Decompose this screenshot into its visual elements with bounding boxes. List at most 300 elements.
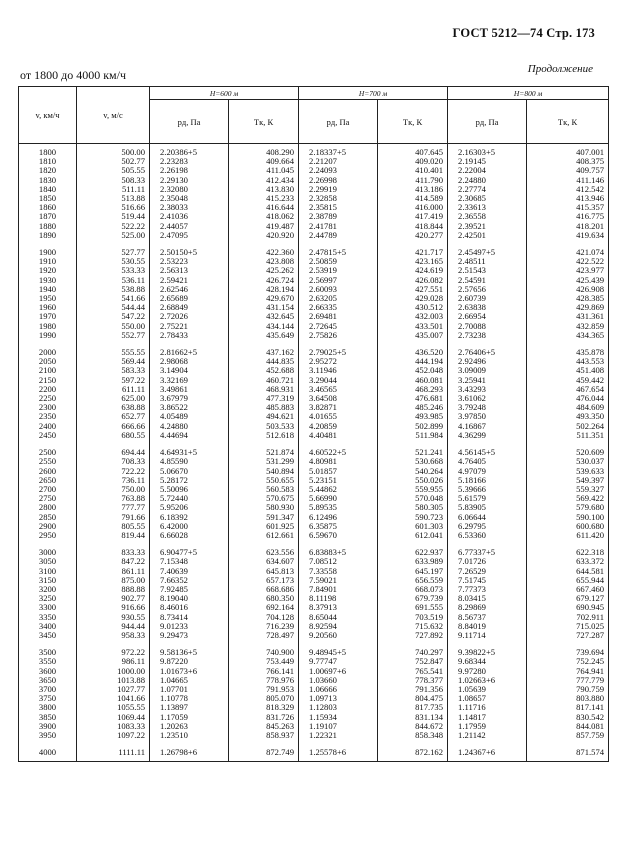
table-row xyxy=(19,748,609,757)
table-cell: 6.66028 xyxy=(150,531,229,540)
table-cell: 525.00 xyxy=(77,231,150,240)
table-cell: 1.19107 xyxy=(299,722,378,731)
table-cell: 2.20386+5 xyxy=(150,144,229,158)
table-cell: 2.95272 xyxy=(299,357,378,366)
table-cell: 847.22 xyxy=(77,557,150,566)
table-cell: 409.664 xyxy=(229,157,299,166)
table-cell: 601.303 xyxy=(378,522,448,531)
table-cell: 591.347 xyxy=(229,513,299,522)
table-cell: 2.19145 xyxy=(448,157,527,166)
table-cell: 791.356 xyxy=(378,685,448,694)
table-cell: 511.984 xyxy=(378,431,448,440)
table-cell: 1910 xyxy=(19,257,77,266)
table-cell: 8.46016 xyxy=(150,603,229,612)
table-cell: 2500 xyxy=(19,448,77,457)
table-cell: 2.98068 xyxy=(150,357,229,366)
table-cell: 1880 xyxy=(19,222,77,231)
table-cell: 590.100 xyxy=(527,513,609,522)
table-cell: 530.668 xyxy=(378,457,448,466)
table-cell: 2.38033 xyxy=(150,203,229,212)
table-cell: 6.35875 xyxy=(299,522,378,531)
table-cell: 477.319 xyxy=(229,394,299,403)
table-cell: 3.11946 xyxy=(299,366,378,375)
table-cell: 1.00697+6 xyxy=(299,667,378,676)
table-cell: 413.186 xyxy=(378,185,448,194)
table-cell: 6.59670 xyxy=(299,531,378,540)
table-cell: 9.87220 xyxy=(150,657,229,666)
table-cell: 1940 xyxy=(19,285,77,294)
table-cell: 790.759 xyxy=(527,685,609,694)
table-cell: 1.26798+6 xyxy=(150,748,229,757)
table-cell: 1.11716 xyxy=(448,703,527,712)
table-cell: 1.03660 xyxy=(299,676,378,685)
table-cell: 1.14817 xyxy=(448,713,527,722)
table-cell: 1850 xyxy=(19,194,77,203)
col-header-pd: pд, Па xyxy=(448,100,527,144)
table-cell: 579.680 xyxy=(527,503,609,512)
table-cell: 4.60522+5 xyxy=(299,448,378,457)
table-cell: 516.66 xyxy=(77,203,150,212)
table-cell: 423.808 xyxy=(229,257,299,266)
table-cell: 2850 xyxy=(19,513,77,522)
table-cell: 583.33 xyxy=(77,366,150,375)
table-cell: 435.007 xyxy=(378,331,448,340)
table-cell: 6.83883+5 xyxy=(299,548,378,557)
table-row xyxy=(19,531,609,540)
table-cell: 694.44 xyxy=(77,448,150,457)
table-row xyxy=(19,231,609,240)
table-cell: 4.97079 xyxy=(448,467,527,476)
table-cell: 559.327 xyxy=(527,485,609,494)
table-cell: 513.88 xyxy=(77,194,150,203)
table-cell: 468.931 xyxy=(229,385,299,394)
col-header-v-kmh: v, км/ч xyxy=(19,87,77,144)
table-cell: 2.68849 xyxy=(150,303,229,312)
table-cell: 418.844 xyxy=(378,222,448,231)
table-cell: 476.044 xyxy=(527,394,609,403)
table-cell: 2.41781 xyxy=(299,222,378,231)
table-cell: 1810 xyxy=(19,157,77,166)
table-cell: 4.36299 xyxy=(448,431,527,440)
table-cell: 2.53223 xyxy=(150,257,229,266)
table-cell: 408.375 xyxy=(527,157,609,166)
table-cell: 3800 xyxy=(19,703,77,712)
table-cell: 8.65044 xyxy=(299,613,378,622)
table-cell: 1.12803 xyxy=(299,703,378,712)
table-cell: 844.672 xyxy=(378,722,448,731)
table-cell: 2.45497+5 xyxy=(448,248,527,257)
table-cell: 5.06670 xyxy=(150,467,229,476)
table-cell: 485.883 xyxy=(229,403,299,412)
table-cell: 2.16303+5 xyxy=(448,144,527,158)
table-cell: 431.361 xyxy=(527,312,609,321)
table-cell: 8.03415 xyxy=(448,594,527,603)
table-cell: 2.36558 xyxy=(448,212,527,221)
table-cell: 427.551 xyxy=(378,285,448,294)
table-cell: 426.082 xyxy=(378,276,448,285)
table-cell: 657.173 xyxy=(229,576,299,585)
table-cell: 434.144 xyxy=(229,322,299,331)
table-cell: 432.003 xyxy=(378,312,448,321)
table-cell: 500.00 xyxy=(77,144,150,158)
table-cell: 2.26998 xyxy=(299,176,378,185)
table-cell: 550.026 xyxy=(378,476,448,485)
table-cell: 6.53360 xyxy=(448,531,527,540)
table-cell: 1860 xyxy=(19,203,77,212)
table-cell: 3900 xyxy=(19,722,77,731)
table-cell: 708.33 xyxy=(77,457,150,466)
table-cell: 6.77337+5 xyxy=(448,548,527,557)
table-cell: 667.460 xyxy=(527,585,609,594)
table-cell: 2.27774 xyxy=(448,185,527,194)
table-row xyxy=(19,731,609,740)
table-cell: 3750 xyxy=(19,694,77,703)
table-cell: 421.074 xyxy=(527,248,609,257)
table-cell: 420.277 xyxy=(378,231,448,240)
table-cell: 1.10778 xyxy=(150,694,229,703)
table-cell: 2.53919 xyxy=(299,266,378,275)
table-cell: 1055.55 xyxy=(77,703,150,712)
table-cell: 420.920 xyxy=(229,231,299,240)
table-cell: 9.01233 xyxy=(150,622,229,631)
table-cell: 1.17959 xyxy=(448,722,527,731)
table-cell: 1.09713 xyxy=(299,694,378,703)
table-cell: 7.15348 xyxy=(150,557,229,566)
table-cell: 418.201 xyxy=(527,222,609,231)
table-cell: 569.44 xyxy=(77,357,150,366)
table-cell: 611.420 xyxy=(527,531,609,540)
table-cell: 423.977 xyxy=(527,266,609,275)
table-cell: 1.23510 xyxy=(150,731,229,740)
table-cell: 652.77 xyxy=(77,412,150,421)
table-cell: 2.75221 xyxy=(150,322,229,331)
table-cell: 833.33 xyxy=(77,548,150,557)
table-cell: 419.634 xyxy=(527,231,609,240)
table-cell: 752.847 xyxy=(378,657,448,666)
table-cell: 668.686 xyxy=(229,585,299,594)
table-cell: 1.24367+6 xyxy=(448,748,527,757)
table-cell: 549.397 xyxy=(527,476,609,485)
table-row xyxy=(19,144,609,158)
table-cell: 645.197 xyxy=(378,567,448,576)
table-cell: 871.574 xyxy=(527,748,609,757)
table-cell: 418.062 xyxy=(229,212,299,221)
table-cell: 2.26198 xyxy=(150,166,229,175)
table-cell: 623.556 xyxy=(229,548,299,557)
table-cell: 508.33 xyxy=(77,176,150,185)
table-cell: 656.559 xyxy=(378,576,448,585)
table-cell: 2.73238 xyxy=(448,331,527,340)
table-cell: 2.24093 xyxy=(299,166,378,175)
table-cell: 3.09009 xyxy=(448,366,527,375)
table-cell: 2.60739 xyxy=(448,294,527,303)
table-cell: 2.54591 xyxy=(448,276,527,285)
table-cell: 484.609 xyxy=(527,403,609,412)
table-cell: 416.775 xyxy=(527,212,609,221)
table-cell: 2.42501 xyxy=(448,231,527,240)
table-cell: 3.46565 xyxy=(299,385,378,394)
table-cell: 2.48511 xyxy=(448,257,527,266)
table-cell: 4.80981 xyxy=(299,457,378,466)
table-cell: 434.365 xyxy=(527,331,609,340)
table-cell: 872.162 xyxy=(378,748,448,757)
table-cell: 9.39822+5 xyxy=(448,648,527,657)
table-cell: 4.64931+5 xyxy=(150,448,229,457)
table-cell: 436.520 xyxy=(378,348,448,357)
table-cell: 3000 xyxy=(19,548,77,557)
table-cell: 1920 xyxy=(19,266,77,275)
table-cell: 9.29473 xyxy=(150,631,229,640)
table-cell: 2600 xyxy=(19,467,77,476)
table-cell: 437.162 xyxy=(229,348,299,357)
table-cell: 8.84019 xyxy=(448,622,527,631)
table-cell: 704.128 xyxy=(229,613,299,622)
table-cell: 3.64508 xyxy=(299,394,378,403)
table-cell: 679.127 xyxy=(527,594,609,603)
table-cell: 1000.00 xyxy=(77,667,150,676)
table-cell: 2050 xyxy=(19,357,77,366)
table-cell: 2.41036 xyxy=(150,212,229,221)
table-cell: 2.44057 xyxy=(150,222,229,231)
col-header-tk: Tк, К xyxy=(378,100,448,144)
table-cell: 1.01673+6 xyxy=(150,667,229,676)
table-cell: 421.717 xyxy=(378,248,448,257)
table-cell: 476.681 xyxy=(378,394,448,403)
table-cell: 5.50096 xyxy=(150,485,229,494)
table-cell: 452.048 xyxy=(378,366,448,375)
table-cell: 2800 xyxy=(19,503,77,512)
table-cell: 601.925 xyxy=(229,522,299,531)
table-cell: 763.88 xyxy=(77,494,150,503)
table-cell: 4.76405 xyxy=(448,457,527,466)
table-cell: 902.77 xyxy=(77,594,150,603)
table-cell: 2.35815 xyxy=(299,203,378,212)
table-cell: 3400 xyxy=(19,622,77,631)
table-cell: 958.33 xyxy=(77,631,150,640)
table-cell: 502.264 xyxy=(527,422,609,431)
table-end xyxy=(19,757,609,762)
table-cell: 580.305 xyxy=(378,503,448,512)
table-cell: 412.542 xyxy=(527,185,609,194)
table-cell: 944.44 xyxy=(77,622,150,631)
table-cell: 858.937 xyxy=(229,731,299,740)
table-cell: 3300 xyxy=(19,603,77,612)
table-cell: 503.533 xyxy=(229,422,299,431)
table-cell: 2.50150+5 xyxy=(150,248,229,257)
table-cell: 1970 xyxy=(19,312,77,321)
table-cell: 428.194 xyxy=(229,285,299,294)
table-cell: 740.900 xyxy=(229,648,299,657)
table-cell: 435.878 xyxy=(527,348,609,357)
table-cell: 460.081 xyxy=(378,376,448,385)
group-header-h700: H=700 м xyxy=(299,87,448,100)
table-cell: 3350 xyxy=(19,613,77,622)
table-cell: 2.33613 xyxy=(448,203,527,212)
table-cell: 7.77373 xyxy=(448,585,527,594)
table-cell: 872.749 xyxy=(229,748,299,757)
table-cell: 2750 xyxy=(19,494,77,503)
table-cell: 416.000 xyxy=(378,203,448,212)
table-cell: 459.442 xyxy=(527,376,609,385)
table-cell: 817.141 xyxy=(527,703,609,712)
table-cell: 521.874 xyxy=(229,448,299,457)
table-cell: 600.680 xyxy=(527,522,609,531)
table-cell: 765.541 xyxy=(378,667,448,676)
table-cell: 407.645 xyxy=(378,144,448,158)
table-cell: 422.360 xyxy=(229,248,299,257)
table-cell: 408.290 xyxy=(229,144,299,158)
table-cell: 680.350 xyxy=(229,594,299,603)
col-header-tk: Tк, К xyxy=(527,100,609,144)
table-cell: 831.134 xyxy=(378,713,448,722)
table-cell: 590.723 xyxy=(378,513,448,522)
table-cell: 1.21142 xyxy=(448,731,527,740)
table-cell: 7.33558 xyxy=(299,567,378,576)
table-cell: 8.37913 xyxy=(299,603,378,612)
table-cell: 424.619 xyxy=(378,266,448,275)
table-cell: 875.00 xyxy=(77,576,150,585)
table-cell: 2.72026 xyxy=(150,312,229,321)
table-cell: 1.22321 xyxy=(299,731,378,740)
table-cell: 7.40639 xyxy=(150,567,229,576)
table-cell: 569.422 xyxy=(527,494,609,503)
table-cell: 409.757 xyxy=(527,166,609,175)
table-cell: 638.88 xyxy=(77,403,150,412)
table-cell: 7.66352 xyxy=(150,576,229,585)
table-cell: 539.633 xyxy=(527,467,609,476)
table-cell: 2650 xyxy=(19,476,77,485)
table-cell: 550.655 xyxy=(229,476,299,485)
table-cell: 634.607 xyxy=(229,557,299,566)
table-cell: 6.06644 xyxy=(448,513,527,522)
table-cell: 2.51543 xyxy=(448,266,527,275)
table-cell: 858.348 xyxy=(378,731,448,740)
table-cell: 3250 xyxy=(19,594,77,603)
page-header xyxy=(453,26,595,41)
table-cell: 426.908 xyxy=(527,285,609,294)
table-cell: 2000 xyxy=(19,348,77,357)
table-cell: 597.22 xyxy=(77,376,150,385)
standard-number: ГОСТ 5212—74 xyxy=(452,26,543,40)
table-cell: 857.759 xyxy=(527,731,609,740)
table-cell: 1097.22 xyxy=(77,731,150,740)
table-cell: 2.70088 xyxy=(448,322,527,331)
table-cell: 8.92594 xyxy=(299,622,378,631)
table-cell: 972.22 xyxy=(77,648,150,657)
table-cell: 7.92485 xyxy=(150,585,229,594)
table-cell: 655.944 xyxy=(527,576,609,585)
table-cell: 611.11 xyxy=(77,385,150,394)
table-cell: 819.44 xyxy=(77,531,150,540)
table-cell: 522.22 xyxy=(77,222,150,231)
table-cell: 716.239 xyxy=(229,622,299,631)
table-cell: 845.263 xyxy=(229,722,299,731)
table-cell: 531.299 xyxy=(229,457,299,466)
table-cell: 5.28172 xyxy=(150,476,229,485)
table-cell: 4.20859 xyxy=(299,422,378,431)
table-cell: 622.937 xyxy=(378,548,448,557)
table-cell: 645.813 xyxy=(229,567,299,576)
table-cell: 2.18337+5 xyxy=(299,144,378,158)
table-cell: 3.14904 xyxy=(150,366,229,375)
table-cell: 1041.66 xyxy=(77,694,150,703)
table-cell: 1900 xyxy=(19,248,77,257)
table-cell: 888.88 xyxy=(77,585,150,594)
table-cell: 2.81662+5 xyxy=(150,348,229,357)
table-cell: 485.246 xyxy=(378,403,448,412)
table-cell: 805.55 xyxy=(77,522,150,531)
table-cell: 1.02663+6 xyxy=(448,676,527,685)
table-cell: 443.553 xyxy=(527,357,609,366)
table-cell: 5.95206 xyxy=(150,503,229,512)
table-cell: 2900 xyxy=(19,522,77,531)
table-cell: 433.501 xyxy=(378,322,448,331)
table-cell: 9.97280 xyxy=(448,667,527,676)
table-cell: 2.79025+5 xyxy=(299,348,378,357)
table-cell: 1.05639 xyxy=(448,685,527,694)
table-cell: 512.618 xyxy=(229,431,299,440)
table-cell: 930.55 xyxy=(77,613,150,622)
table-cell: 817.735 xyxy=(378,703,448,712)
table-cell: 467.654 xyxy=(527,385,609,394)
table-cell: 2.56997 xyxy=(299,276,378,285)
table-cell: 668.073 xyxy=(378,585,448,594)
table-cell: 2.65689 xyxy=(150,294,229,303)
table-cell: 414.589 xyxy=(378,194,448,203)
table-cell: 430.512 xyxy=(378,303,448,312)
table-cell: 7.08512 xyxy=(299,557,378,566)
table-cell: 493.985 xyxy=(378,412,448,421)
table-cell: 2350 xyxy=(19,412,77,421)
table-cell: 468.293 xyxy=(378,385,448,394)
table-cell: 527.77 xyxy=(77,248,150,257)
table-cell: 4.05489 xyxy=(150,412,229,421)
table-cell: 691.555 xyxy=(378,603,448,612)
table-cell: 8.73414 xyxy=(150,613,229,622)
table-cell: 4.44694 xyxy=(150,431,229,440)
table-cell: 407.001 xyxy=(527,144,609,158)
table-cell: 2.23283 xyxy=(150,157,229,166)
table-cell: 494.621 xyxy=(229,412,299,421)
table-cell: 830.542 xyxy=(527,713,609,722)
table-cell: 5.89535 xyxy=(299,503,378,512)
table-cell: 805.070 xyxy=(229,694,299,703)
table-row xyxy=(19,631,609,640)
table-cell: 1083.33 xyxy=(77,722,150,731)
table-cell: 4.01655 xyxy=(299,412,378,421)
table-cell: 1960 xyxy=(19,303,77,312)
table-cell: 750.00 xyxy=(77,485,150,494)
table-cell: 425.262 xyxy=(229,266,299,275)
table-cell: 1.04665 xyxy=(150,676,229,685)
table-cell: 7.59021 xyxy=(299,576,378,585)
table-cell: 5.72440 xyxy=(150,494,229,503)
table-cell: 530.55 xyxy=(77,257,150,266)
table-cell: 444.835 xyxy=(229,357,299,366)
table-cell: 804.475 xyxy=(378,694,448,703)
table-cell: 9.11714 xyxy=(448,631,527,640)
table-cell: 431.154 xyxy=(229,303,299,312)
table-cell: 3.97850 xyxy=(448,412,527,421)
table-cell: 612.041 xyxy=(378,531,448,540)
table-cell: 432.645 xyxy=(229,312,299,321)
table-cell: 451.408 xyxy=(527,366,609,375)
table-cell: 6.90477+5 xyxy=(150,548,229,557)
table-cell: 2.76406+5 xyxy=(448,348,527,357)
table-cell: 502.899 xyxy=(378,422,448,431)
table-cell: 680.55 xyxy=(77,431,150,440)
table-cell: 3.32169 xyxy=(150,376,229,385)
